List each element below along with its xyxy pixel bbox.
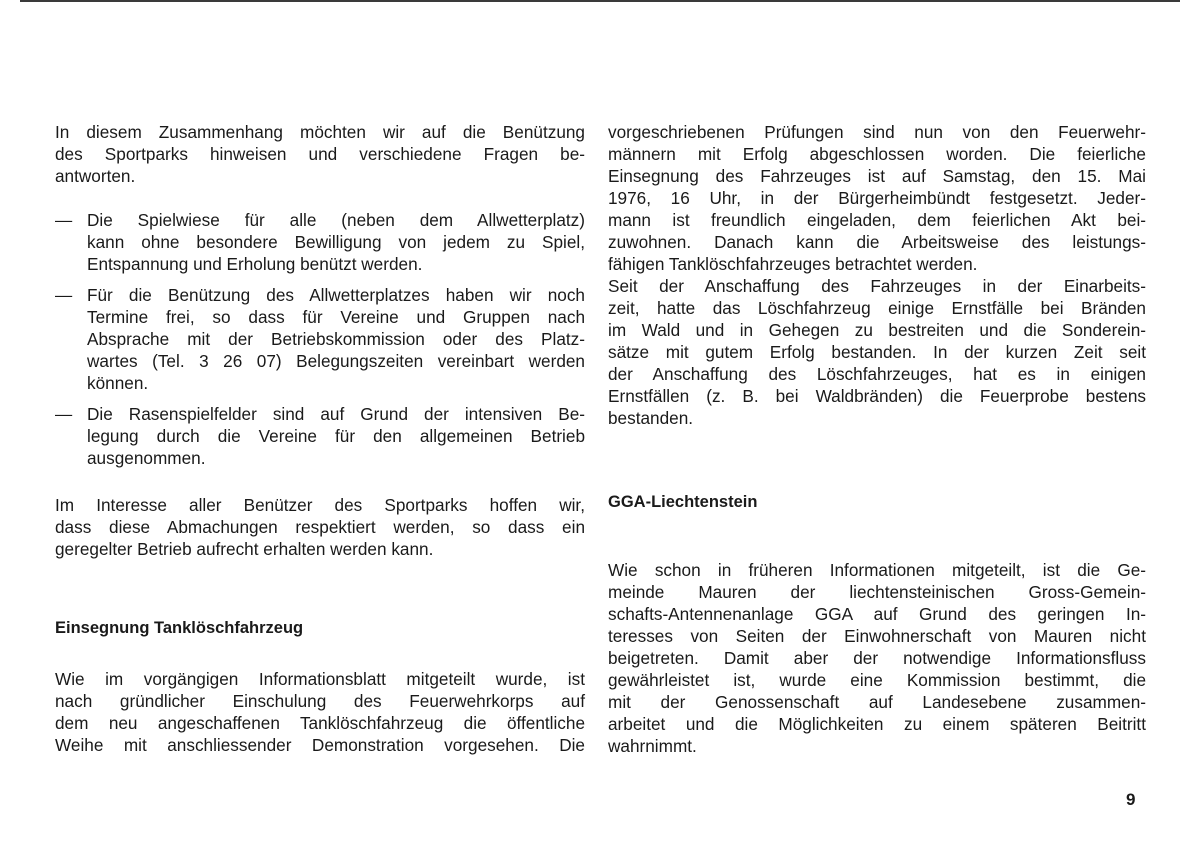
text-line: geregelter Betrieb aufrecht erhalten werden kann. — [55, 539, 434, 559]
text-line: 1976, 16 Uhr, in der Bürgerheimbündt festgesetzt. Jeder- — [608, 188, 1146, 208]
section-heading: GGA-Liechtenstein — [608, 493, 758, 511]
text-line: Im Interesse aller Benützer des Sportparks hoffen wir, — [55, 495, 585, 515]
list-item — [55, 403, 585, 469]
text-line: Die Rasenspielfelder sind auf Grund der intensiven Be- — [87, 404, 585, 424]
text-line: antworten. — [55, 166, 136, 186]
text-line: dem neu angeschaffenen Tanklöschfahrzeug die öffentliche — [55, 713, 585, 733]
text-line: ausgenommen. — [87, 448, 206, 468]
intro-paragraph — [55, 121, 585, 187]
list-item — [55, 284, 585, 394]
text-line: legung durch die Vereine für den allgemeinen Betrieb — [87, 426, 585, 446]
text-line: Die Spielwiese für alle (neben dem Allwetterplatz) — [87, 210, 585, 230]
text-line: zuwohnen. Danach kann die Arbeitsweise des leistungs- — [608, 232, 1146, 252]
text-line: dass diese Abmachungen respektiert werden, so dass ein — [55, 517, 585, 537]
text-line: Wie schon in früheren Informationen mitgeteilt, ist die Ge- — [608, 560, 1146, 580]
dash-marker: — — [55, 285, 73, 305]
text-line: Für die Benützung des Allwetterplatzes haben wir noch — [87, 285, 585, 305]
top-rule — [20, 0, 1180, 2]
text-line: vorgeschriebenen Prüfungen sind nun von den Feuerwehr- — [608, 122, 1146, 142]
section-paragraph — [608, 559, 1146, 757]
right-column — [608, 121, 1146, 757]
text-line: Wie im vorgängigen Informationsblatt mitgeteilt wurde, ist — [55, 669, 585, 689]
text-line: Ernstfällen (z. B. bei Waldbränden) die Feuerprobe bestens — [608, 386, 1146, 406]
text-line: zeit, hatte das Löschfahrzeug einige Ernstfälle bei Bränden — [608, 298, 1146, 318]
text-line: Einsegnung des Fahrzeuges ist auf Samstag, den 15. Mai — [608, 166, 1146, 186]
text-line: wartes (Tel. 3 26 07) Belegungszeiten vereinbart werden — [87, 351, 585, 371]
section-paragraph — [55, 668, 585, 756]
text-line: beigetreten. Damit aber der notwendige Informationsfluss — [608, 648, 1146, 668]
section-heading: Einsegnung Tanklöschfahrzeug — [55, 619, 304, 637]
continuation-paragraph — [608, 121, 1146, 275]
left-column — [55, 121, 585, 756]
dash-marker: — — [55, 210, 73, 230]
text-line: können. — [87, 373, 149, 393]
text-line: fähigen Tanklöschfahrzeuges betrachtet werden. — [608, 254, 978, 274]
text-line: im Wald und in Gehegen zu bestreiten und die Sonderein- — [608, 320, 1146, 340]
text-line: Weihe mit anschliessender Demonstration vorgesehen. Die — [55, 735, 585, 755]
paragraph — [608, 275, 1146, 429]
text-line: der Anschaffung des Löschfahrzeuges, hat es in einigen — [608, 364, 1146, 384]
text-line: wahrnimmt. — [608, 736, 697, 756]
text-line: In diesem Zusammenhang möchten wir auf die Benützung — [55, 122, 585, 142]
text-line: bestanden. — [608, 408, 694, 428]
text-line: Absprache mit der Betriebskommission oder des Platz- — [87, 329, 585, 349]
text-line: sätze mit gutem Erfolg bestanden. In der kurzen Zeit seit — [608, 342, 1146, 362]
text-line: Entspannung und Erholung benützt werden. — [87, 254, 423, 274]
text-line: Termine frei, so dass für Vereine und Gruppen nach — [87, 307, 585, 327]
text-line: Seit der Anschaffung des Fahrzeuges in der Einarbeits- — [608, 276, 1146, 296]
text-line: kann ohne besondere Bewilligung von jedem zu Spiel, — [87, 232, 585, 252]
text-line: des Sportparks hinweisen und verschiedene Fragen be- — [55, 144, 585, 164]
text-line: männern mit Erfolg abgeschlossen worden. Die feierliche — [608, 144, 1146, 164]
text-line: mann ist freundlich eingeladen, dem feierlichen Akt bei- — [608, 210, 1146, 230]
text-line: mit der Genossenschaft auf Landesebene zusammen- — [608, 692, 1146, 712]
text-line: schafts-Antennenanlage GGA auf Grund des geringen In- — [608, 604, 1146, 624]
list-item — [55, 209, 585, 275]
text-line: meinde Mauren der liechtensteinischen Gross-Gemein- — [608, 582, 1146, 602]
page-number: 9 — [1126, 790, 1136, 809]
closing-paragraph — [55, 494, 585, 560]
text-line: teresses von Seiten der Einwohnerschaft von Mauren nicht — [608, 626, 1146, 646]
dash-marker: — — [55, 404, 73, 424]
text-line: arbeitet und die Möglichkeiten zu einem späteren Beitritt — [608, 714, 1146, 734]
text-line: nach gründlicher Einschulung des Feuerwehrkorps auf — [55, 691, 585, 711]
text-line: gewährleistet ist, wurde eine Kommission bestimmt, die — [608, 670, 1146, 690]
